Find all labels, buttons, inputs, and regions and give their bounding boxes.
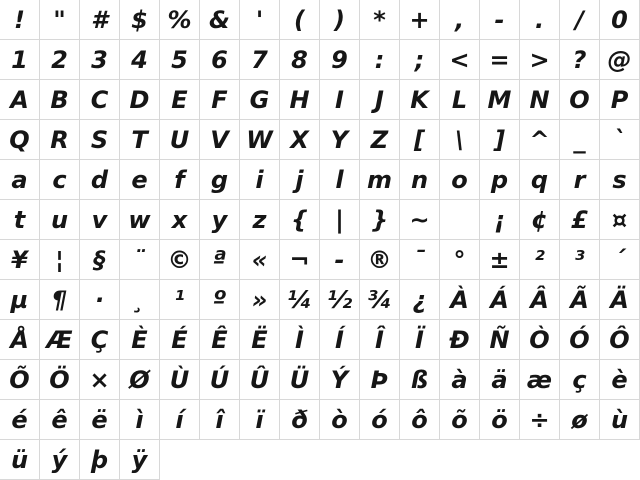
glyph-cell[interactable]: ß xyxy=(400,360,440,400)
grid-row xyxy=(0,280,640,320)
glyph-cell[interactable]: ¡ xyxy=(480,200,520,240)
glyph-cell[interactable]: c xyxy=(40,160,80,200)
glyph-cell[interactable]: © xyxy=(160,240,200,280)
glyph-cell[interactable]: ° xyxy=(440,240,480,280)
glyph-cell[interactable]: ë xyxy=(80,400,120,440)
glyph-cell[interactable]: 7 xyxy=(240,40,280,80)
glyph-cell[interactable]: d xyxy=(80,160,120,200)
glyph-cell[interactable]: ç xyxy=(560,360,600,400)
grid-row xyxy=(0,120,640,160)
glyph-cell[interactable]: ² xyxy=(520,240,560,280)
glyph-cell[interactable]: ½ xyxy=(320,280,360,320)
glyph-cell[interactable]: ¾ xyxy=(360,280,400,320)
glyph-cell[interactable]: Q xyxy=(0,120,40,160)
glyph-cell[interactable]: 8 xyxy=(280,40,320,80)
glyph-cell[interactable]: 2 xyxy=(40,40,80,80)
glyph-cell[interactable]: [ xyxy=(400,120,440,160)
glyph-cell[interactable]: q xyxy=(520,160,560,200)
glyph-cell[interactable]: ; xyxy=(400,40,440,80)
glyph-cell[interactable]: ! xyxy=(0,0,40,40)
glyph-cell[interactable]: \ xyxy=(440,120,480,160)
grid-row xyxy=(0,40,640,80)
glyph-cell[interactable]: 3 xyxy=(80,40,120,80)
glyph-cell[interactable]: ê xyxy=(40,400,80,440)
glyph-cell[interactable]: à xyxy=(440,360,480,400)
glyph-cell[interactable]: ô xyxy=(400,400,440,440)
glyph-cell[interactable]: $ xyxy=(120,0,160,40)
glyph-cell[interactable]: ï xyxy=(240,400,280,440)
glyph-cell[interactable]: ¢ xyxy=(520,200,560,240)
glyph-cell[interactable]: ¯ xyxy=(400,240,440,280)
grid-row xyxy=(0,240,640,280)
glyph-cell[interactable]: ~ xyxy=(400,200,440,240)
glyph-cell[interactable]: y xyxy=(200,200,240,240)
glyph-cell[interactable]: M xyxy=(480,80,520,120)
glyph-cell[interactable]: r xyxy=(560,160,600,200)
glyph-cell[interactable]: ü xyxy=(0,440,40,480)
glyph-cell[interactable]: 1 xyxy=(0,40,40,80)
glyph-cell[interactable]: « xyxy=(240,240,280,280)
grid-row xyxy=(0,360,640,400)
glyph-cell[interactable]: Þ xyxy=(360,360,400,400)
glyph-cell[interactable]: v xyxy=(80,200,120,240)
glyph-cell[interactable]: a xyxy=(0,160,40,200)
glyph-cell[interactable]: : xyxy=(360,40,400,80)
glyph-cell[interactable]: Ì xyxy=(280,320,320,360)
glyph-cell[interactable]: Ü xyxy=(280,360,320,400)
glyph-cell[interactable]: { xyxy=(280,200,320,240)
glyph-cell[interactable]: Ý xyxy=(320,360,360,400)
glyph-cell[interactable]: Î xyxy=(360,320,400,360)
glyph-cell[interactable]: - xyxy=(480,0,520,40)
glyph-cell[interactable]: Ñ xyxy=(480,320,520,360)
glyph-cell[interactable]: ± xyxy=(480,240,520,280)
glyph-cell[interactable]: 0 xyxy=(600,0,640,40)
grid-row xyxy=(0,320,640,360)
glyph-cell[interactable]: · xyxy=(80,280,120,320)
glyph-cell[interactable]: õ xyxy=(440,400,480,440)
glyph-cell[interactable]: = xyxy=(480,40,520,80)
glyph-cell[interactable]: ù xyxy=(600,400,640,440)
glyph-cell[interactable]: þ xyxy=(80,440,120,480)
glyph-cell[interactable]: G xyxy=(240,80,280,120)
grid-row xyxy=(0,80,640,120)
glyph-cell[interactable]: ¦ xyxy=(40,240,80,280)
glyph-cell[interactable]: È xyxy=(120,320,160,360)
glyph-cell[interactable]: } xyxy=(360,200,400,240)
glyph-cell[interactable]: Ò xyxy=(520,320,560,360)
glyph-cell[interactable]: ³ xyxy=(560,240,600,280)
glyph-cell[interactable]: Ã xyxy=(560,280,600,320)
glyph-cell[interactable]: Ö xyxy=(40,360,80,400)
glyph-cell[interactable]: Ù xyxy=(160,360,200,400)
glyph-cell[interactable]: T xyxy=(120,120,160,160)
glyph-cell[interactable]: % xyxy=(160,0,200,40)
glyph-cell[interactable]: Ï xyxy=(400,320,440,360)
glyph-cell[interactable]: g xyxy=(200,160,240,200)
glyph-cell[interactable]: Æ xyxy=(40,320,80,360)
glyph-cell[interactable]: è xyxy=(600,360,640,400)
glyph-cell[interactable]: Å xyxy=(0,320,40,360)
glyph-cell[interactable]: ö xyxy=(480,400,520,440)
glyph-cell[interactable]: . xyxy=(520,0,560,40)
glyph-cell[interactable]: Ó xyxy=(560,320,600,360)
glyph-cell[interactable]: ' xyxy=(240,0,280,40)
glyph-cell[interactable]: / xyxy=(560,0,600,40)
glyph-cell[interactable]: Ø xyxy=(120,360,160,400)
glyph-cell[interactable]: £ xyxy=(560,200,600,240)
glyph-cell[interactable]: U xyxy=(160,120,200,160)
glyph-cell[interactable]: ó xyxy=(360,400,400,440)
glyph-cell[interactable]: ® xyxy=(360,240,400,280)
glyph-cell[interactable]: S xyxy=(80,120,120,160)
glyph-cell[interactable]: ¥ xyxy=(0,240,40,280)
glyph-cell[interactable]: R xyxy=(40,120,80,160)
glyph-cell[interactable]: ÷ xyxy=(520,400,560,440)
glyph-cell[interactable]: Z xyxy=(360,120,400,160)
glyph-cell[interactable]: | xyxy=(320,200,360,240)
glyph-cell[interactable]: u xyxy=(40,200,80,240)
glyph-cell[interactable]: > xyxy=(520,40,560,80)
grid-row xyxy=(0,400,640,440)
glyph-cell[interactable]: ] xyxy=(480,120,520,160)
glyph-cell[interactable]: í xyxy=(160,400,200,440)
glyph-cell[interactable]: ¸ xyxy=(120,280,160,320)
glyph-cell[interactable]: s xyxy=(600,160,640,200)
glyph-cell[interactable]: ì xyxy=(120,400,160,440)
glyph-cell[interactable]: Ô xyxy=(600,320,640,360)
glyph-cell[interactable]: + xyxy=(400,0,440,40)
glyph-cell[interactable]: Ê xyxy=(200,320,240,360)
glyph-cell[interactable]: o xyxy=(440,160,480,200)
glyph-cell[interactable]: B xyxy=(40,80,80,120)
glyph-cell[interactable]: x xyxy=(160,200,200,240)
glyph-cell[interactable]: ¼ xyxy=(280,280,320,320)
glyph-cell[interactable]: æ xyxy=(520,360,560,400)
glyph-cell[interactable]: W xyxy=(240,120,280,160)
glyph-cell[interactable]: D xyxy=(120,80,160,120)
glyph-cell[interactable]: ä xyxy=(480,360,520,400)
glyph-cell[interactable]: Ë xyxy=(240,320,280,360)
glyph-cell[interactable]: O xyxy=(560,80,600,120)
glyph-cell[interactable]: L xyxy=(440,80,480,120)
glyph-cell[interactable]: e xyxy=(120,160,160,200)
glyph-cell[interactable]: Y xyxy=(320,120,360,160)
grid-row xyxy=(0,440,640,480)
glyph-cell[interactable]: 9 xyxy=(320,40,360,80)
glyph-cell[interactable]: j xyxy=(280,160,320,200)
glyph-cell[interactable]: É xyxy=(160,320,200,360)
glyph-cell[interactable]: F xyxy=(200,80,240,120)
glyph-cell[interactable]: * xyxy=(360,0,400,40)
glyph-cell[interactable]: Á xyxy=(480,280,520,320)
glyph-cell[interactable]: P xyxy=(600,80,640,120)
glyph-cell[interactable]: Ç xyxy=(80,320,120,360)
glyph-cell[interactable]: n xyxy=(400,160,440,200)
glyph-cell[interactable]: f xyxy=(160,160,200,200)
glyph-cell[interactable]: ¶ xyxy=(40,280,80,320)
glyph-cell[interactable]: Û xyxy=(240,360,280,400)
glyph-cell[interactable]: ÿ xyxy=(120,440,160,480)
glyph-cell[interactable]: @ xyxy=(600,40,640,80)
glyph-cell[interactable]: ª xyxy=(200,240,240,280)
glyph-cell[interactable]: ò xyxy=(320,400,360,440)
glyph-cell[interactable]: ¤ xyxy=(600,200,640,240)
grid-row xyxy=(0,160,640,200)
glyph-cell[interactable]: » xyxy=(240,280,280,320)
glyph-cell[interactable]: m xyxy=(360,160,400,200)
glyph-cell[interactable]: ` xyxy=(600,120,640,160)
glyph-cell[interactable]: 6 xyxy=(200,40,240,80)
glyph-cell[interactable]: × xyxy=(80,360,120,400)
glyph-cell[interactable]: ( xyxy=(280,0,320,40)
glyph-cell[interactable]: C xyxy=(80,80,120,120)
glyph-cell[interactable]: ¹ xyxy=(160,280,200,320)
glyph-cell[interactable]: N xyxy=(520,80,560,120)
glyph-cell[interactable]: H xyxy=(280,80,320,120)
glyph-cell[interactable]: Õ xyxy=(0,360,40,400)
glyph-cell[interactable]: X xyxy=(280,120,320,160)
glyph-cell[interactable]: ø xyxy=(560,400,600,440)
glyph-cell[interactable]: ^ xyxy=(520,120,560,160)
glyph-cell[interactable]: K xyxy=(400,80,440,120)
glyph-cell[interactable]: I xyxy=(320,80,360,120)
glyph-cell[interactable]: J xyxy=(360,80,400,120)
glyph-cell[interactable]: - xyxy=(320,240,360,280)
glyph-cell[interactable]: Â xyxy=(520,280,560,320)
glyph-cell[interactable]: § xyxy=(80,240,120,280)
glyph-cell[interactable]: w xyxy=(120,200,160,240)
glyph-cell[interactable]: " xyxy=(40,0,80,40)
glyph-cell[interactable]: 4 xyxy=(120,40,160,80)
glyph-cell[interactable]: l xyxy=(320,160,360,200)
glyph-cell[interactable]: ? xyxy=(560,40,600,80)
glyph-cell[interactable]: < xyxy=(440,40,480,80)
glyph-cell[interactable]: & xyxy=(200,0,240,40)
glyph-cell[interactable]: V xyxy=(200,120,240,160)
glyph-cell[interactable]: A xyxy=(0,80,40,120)
glyph-cell[interactable]: Ð xyxy=(440,320,480,360)
glyph-cell[interactable]: é xyxy=(0,400,40,440)
glyph-cell[interactable]: ý xyxy=(40,440,80,480)
glyph-cell[interactable]: , xyxy=(440,0,480,40)
glyph-cell[interactable]: Ä xyxy=(600,280,640,320)
glyph-cell[interactable]: z xyxy=(240,200,280,240)
glyph-cell[interactable]: Ú xyxy=(200,360,240,400)
glyph-cell[interactable]: ¿ xyxy=(400,280,440,320)
glyph-cell[interactable]: i xyxy=(240,160,280,200)
grid-row xyxy=(0,200,640,240)
glyph-cell[interactable]: µ xyxy=(0,280,40,320)
glyph-cell[interactable]: î xyxy=(200,400,240,440)
glyph-cell[interactable]: # xyxy=(80,0,120,40)
glyph-cell[interactable]: º xyxy=(200,280,240,320)
glyph-cell[interactable]: 5 xyxy=(160,40,200,80)
glyph-cell[interactable]: t xyxy=(0,200,40,240)
grid-row xyxy=(0,0,640,40)
glyph-cell[interactable]: p xyxy=(480,160,520,200)
glyph-cell[interactable]: ¬ xyxy=(280,240,320,280)
glyph-cell[interactable]: ) xyxy=(320,0,360,40)
glyph-cell[interactable]: _ xyxy=(560,120,600,160)
glyph-cell[interactable]: ð xyxy=(280,400,320,440)
glyph-cell[interactable]: ´ xyxy=(600,240,640,280)
glyph-cell[interactable]: Í xyxy=(320,320,360,360)
glyph-cell[interactable]: À xyxy=(440,280,480,320)
glyph-cell[interactable] xyxy=(440,200,480,240)
glyph-cell[interactable]: E xyxy=(160,80,200,120)
glyph-cell[interactable]: ¨ xyxy=(120,240,160,280)
